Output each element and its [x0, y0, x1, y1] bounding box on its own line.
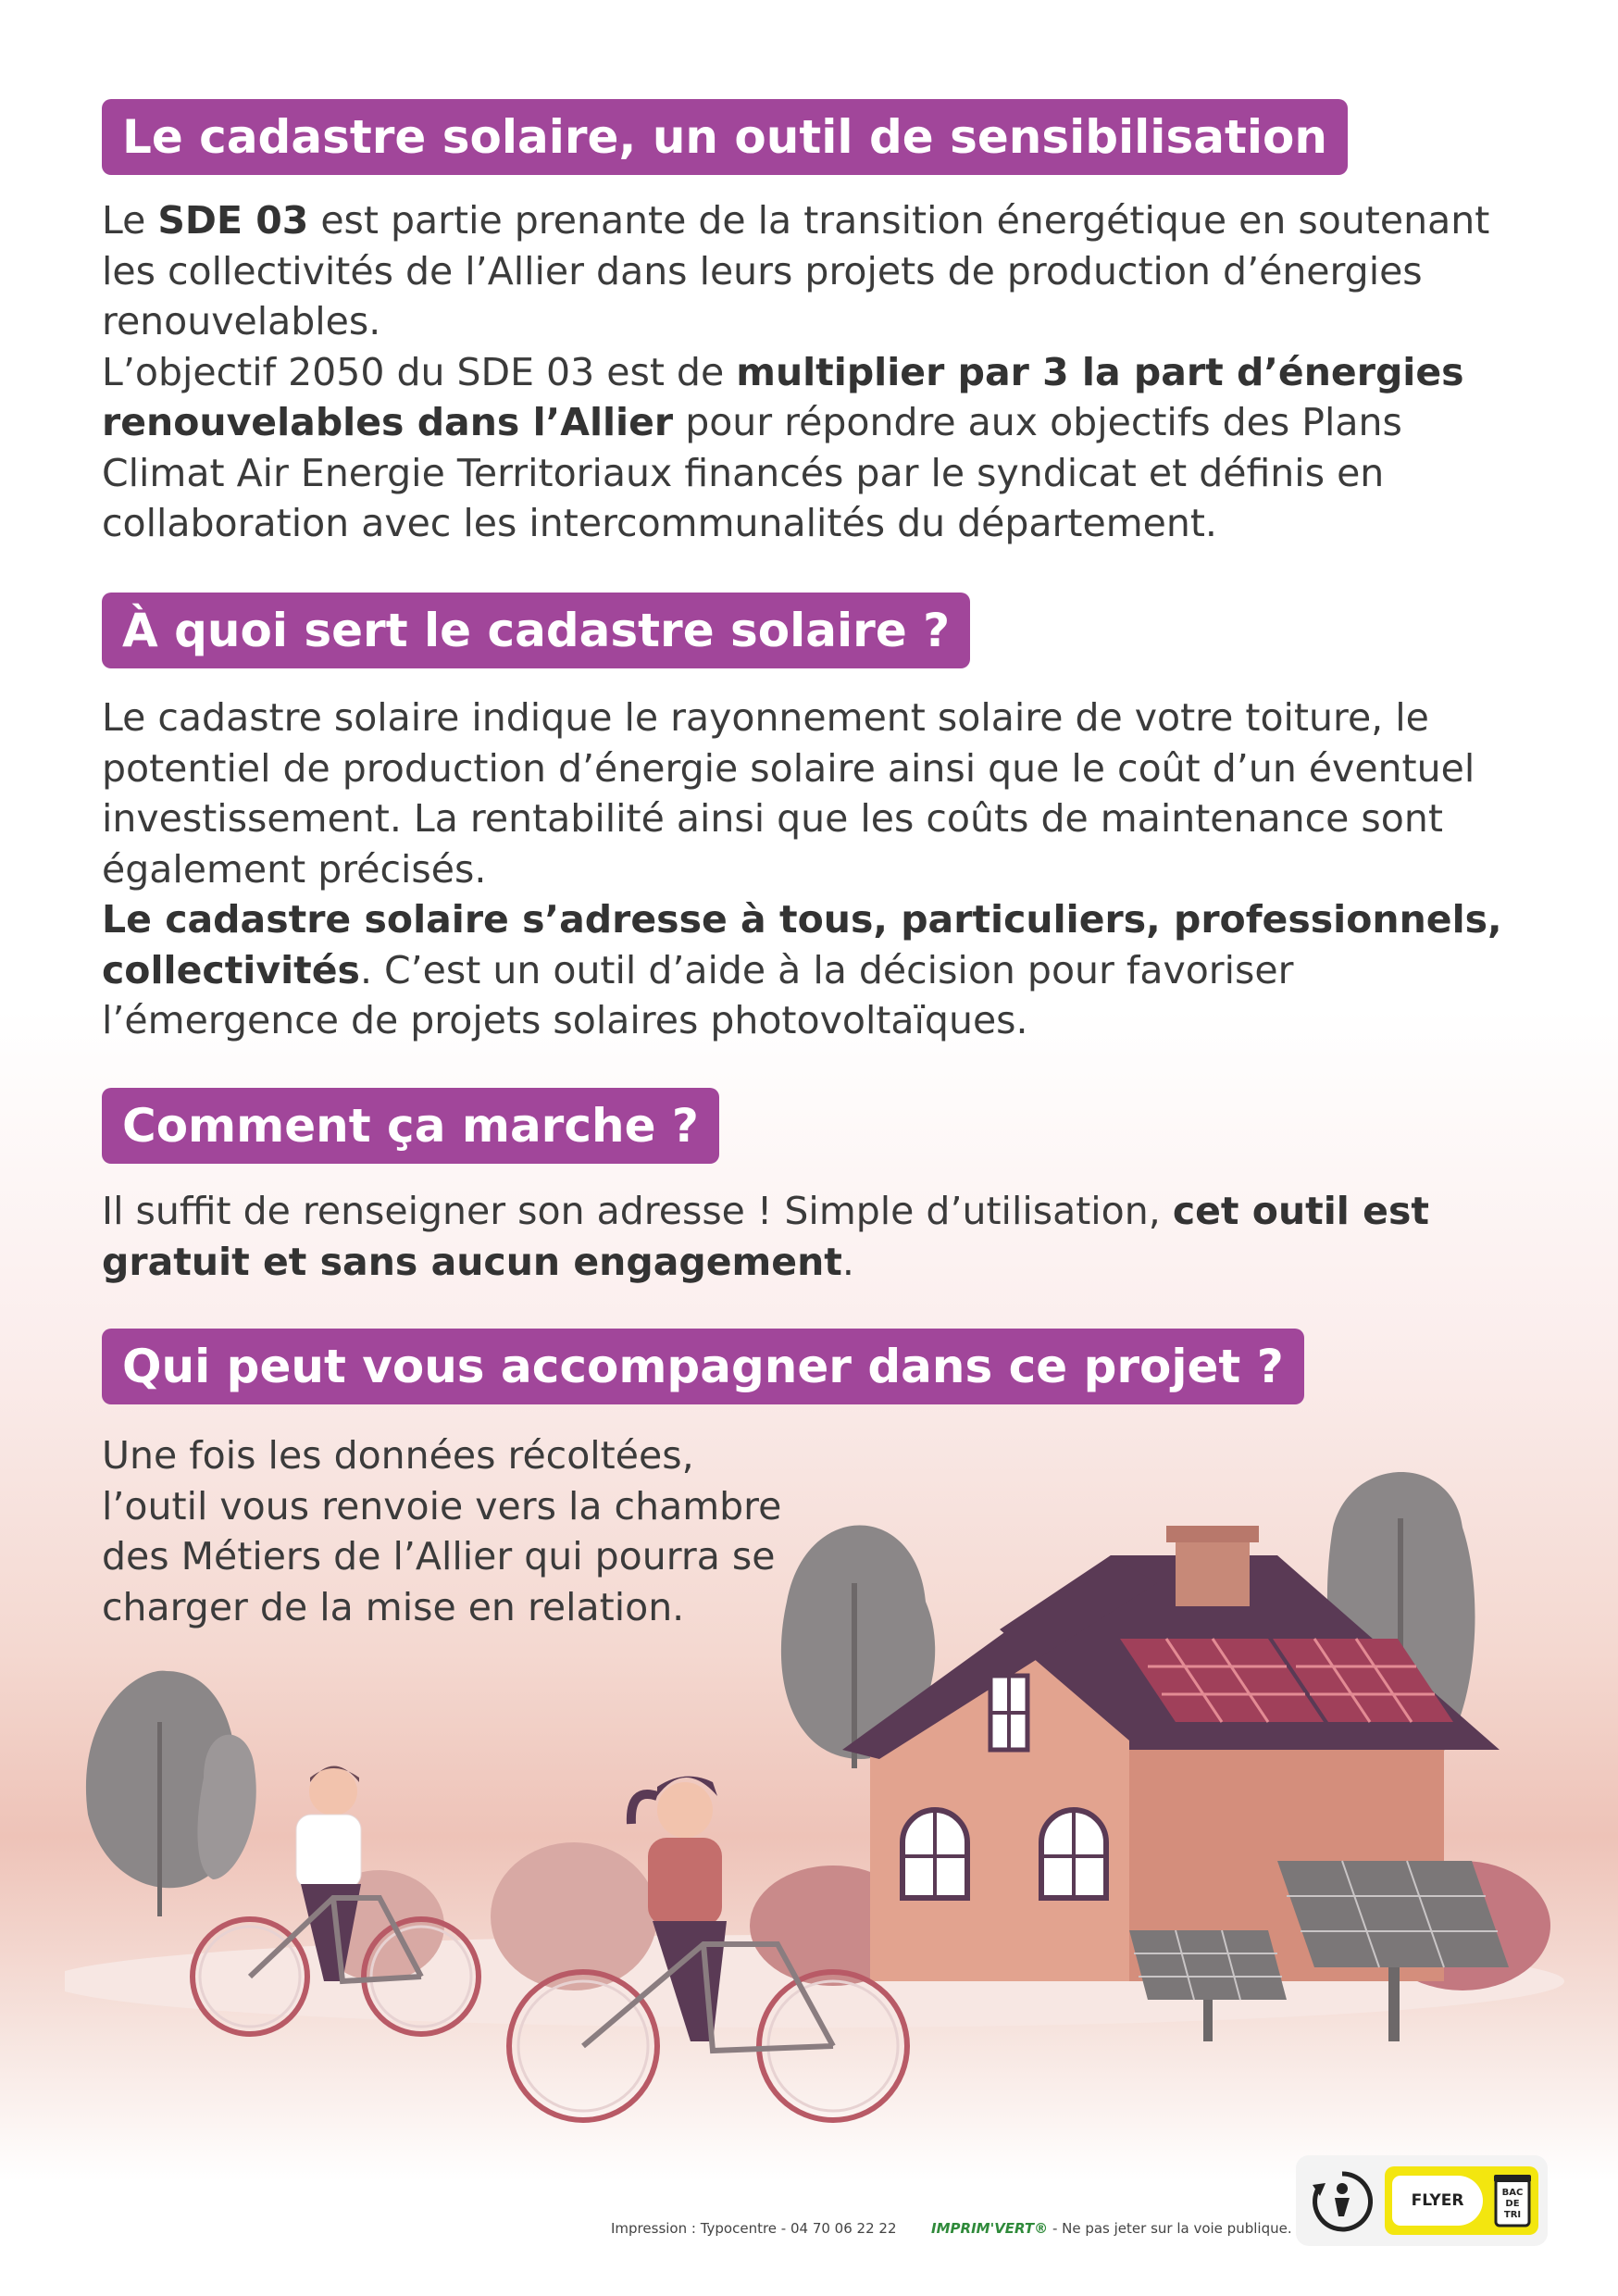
section-heading-sensibilisation: Le cadastre solaire, un outil de sensibilisation: [102, 99, 1348, 175]
paragraph-1: [102, 693, 1509, 894]
text-run: est partie prenante de la transition énergétique en soutenant les collectivités de l’Allier dans leurs projets de production d’énergies renouvelables.: [102, 198, 1490, 343]
bold-run: cet outil est gratuit et sans aucun engagement: [102, 1189, 1429, 1284]
imprim-vert-mark: ®: [1034, 2220, 1049, 2237]
text-run: Une fois les données récoltées, l’outil vous renvoie vers la chambre des Métiers de l’Allier qui pourra se charger de la mise en relation.: [102, 1433, 782, 1629]
solar-panel-icon: [1120, 1639, 1453, 1722]
flyer-label: FLYER: [1392, 2176, 1483, 2226]
disposal-notice: - Ne pas jeter sur la voie publique.: [1048, 2220, 1292, 2237]
bold-run: multiplier par 3 la part d’énergies renouvelables dans l’Allier: [102, 349, 1464, 444]
bin-label: DE: [1505, 2199, 1520, 2209]
text-run: Le cadastre solaire indique le rayonnement solaire de votre toiture, le potentiel de production d’énergie solaire ainsi que le coût d’un éventuel investissement. La rentabilité ainsi que les coûts de maintenance sont également précisés.: [102, 695, 1475, 892]
bin-label: BAC: [1501, 2188, 1524, 2198]
window-icon: [902, 1810, 967, 1898]
window-icon: [990, 1676, 1027, 1750]
solar-panel-icon: [1129, 1930, 1287, 2041]
section-body-sensibilisation: [102, 195, 1509, 549]
bin-label: TRI: [1503, 2210, 1522, 2220]
text-run: . C’est un outil d’aide à la décision pour favoriser l’émergence de projets solaires photovoltaïques.: [102, 947, 1294, 1042]
text-run: pour répondre aux objectifs des Plans Climat Air Energie Territoriaux financés par le syndicat et définis en collaboration avec les intercommunalités du département.: [102, 400, 1402, 545]
recycling-bin-icon: [1492, 2172, 1533, 2229]
paragraph-2: [102, 894, 1509, 1046]
bold-run: SDE 03: [157, 198, 309, 243]
flyer-badge: [1385, 2166, 1538, 2235]
imprim-vert-logo: IMPRIM'VERT: [931, 2220, 1035, 2237]
bush-shape: [491, 1842, 657, 1990]
section-body-a-quoi-sert: [102, 693, 1509, 1046]
paragraph-1: [102, 1186, 1509, 1287]
section-heading-a-quoi-sert: À quoi sert le cadastre solaire ?: [102, 593, 970, 668]
section-heading-qui-peut-accompagner: Qui peut vous accompagner dans ce projet ?: [102, 1329, 1304, 1404]
footer-printer-note: [611, 2220, 1292, 2237]
recycling-info: [1296, 2155, 1548, 2246]
tree-icon: [86, 1671, 256, 1916]
triman-icon: [1307, 2168, 1377, 2233]
bold-run: Le cadastre solaire s’adresse à tous, particuliers, professionnels, collectivités: [102, 897, 1502, 992]
section-heading-comment-ca-marche: Comment ça marche ?: [102, 1088, 719, 1164]
paragraph-1: [102, 195, 1509, 347]
window-icon: [1041, 1810, 1106, 1898]
printer-info: Impression : Typocentre - 04 70 06 22 22: [611, 2220, 897, 2237]
text-run: .: [841, 1239, 854, 1284]
text-run: Il suffit de renseigner son adresse ! Simple d’utilisation,: [102, 1189, 1173, 1233]
text-run: L’objectif 2050 du SDE 03 est de: [102, 349, 737, 394]
house-illustration: [65, 1463, 1564, 2148]
paragraph-2: [102, 347, 1509, 549]
section-body-comment-ca-marche: [102, 1186, 1509, 1287]
text-run: Le: [102, 198, 158, 243]
